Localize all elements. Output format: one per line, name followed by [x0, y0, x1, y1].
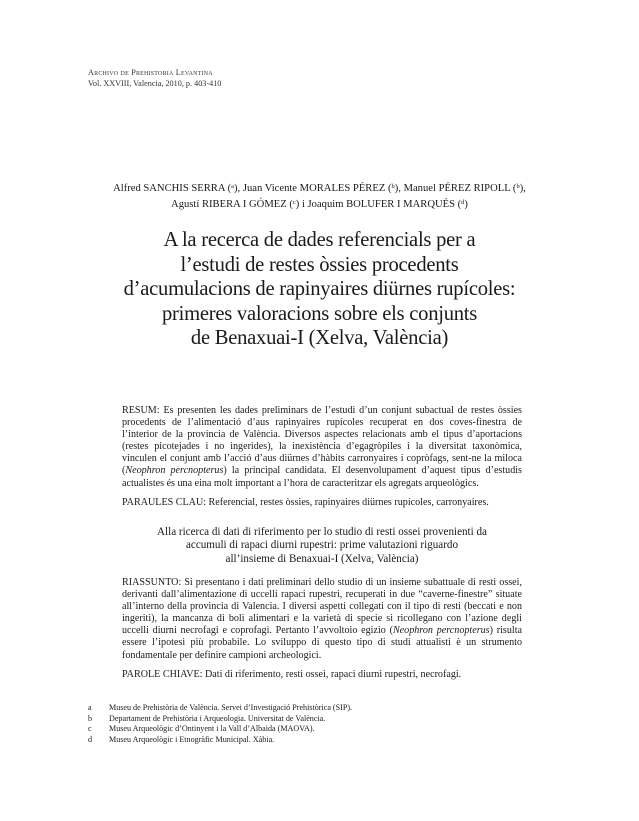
footnote [88, 724, 352, 735]
italian-title-line: Alla ricerca di dati di riferimento per lo studio di resti ossei provenienti da [157, 526, 487, 538]
author-line-2 [60, 196, 579, 212]
footnote [88, 714, 352, 725]
title-line: l’estudi de restes òssies procedents [180, 253, 459, 276]
italian-title [122, 526, 522, 566]
title-line: primeres valoracions sobre els conjunts [161, 302, 478, 325]
volume-info: Vol. XXVIII, Valencia, 2010, p. 403-410 [88, 78, 222, 88]
footnote [88, 735, 352, 746]
footnote-letter: d [88, 734, 93, 744]
abstract-italian [122, 577, 522, 681]
keywords-italian: PAROLE CHIAVE: Dati di riferimento, resti ossei, rapaci diurni rupestri, necrofagi. [122, 668, 462, 680]
author: Manuel PÉREZ RIPOLL ($^b$), [403, 183, 526, 194]
journal-name: Archivo de Prehistoria Levantina [88, 68, 213, 77]
italian-title-line: accumuli di rapaci diurni rupestri: prime valutazioni riguardo [185, 539, 458, 552]
species-name: Neophron percnopterus [392, 625, 490, 637]
author: Agustí RIBERA I GÓMEZ ($^c$) i [171, 199, 308, 211]
footnote-letter: b [88, 713, 93, 723]
affiliation-footnotes [88, 703, 352, 745]
riassunto-paragraph: RIASSUNTO: Si presentano i dati preliminari dello studio di un insieme subattuale di resti ossei, derivanti dall’alimentazione di uccelli rapaci rupestri, recuperati in due “caverne-finestre” situate all’interno della provincia di Valencia. I diversi aspetti collegati con il tipo di resti (beccati e non ingeriti), la mancanza di boli alimentari e la varietà di specie si ricollegano con l’azione degli uccelli diurni necrofagi e coprofagi. Pertanto l’avvoltoio egizio (Neophron percnopterus) risulta essere l’ipotesi più probabile. Lo sviluppo di questo tipo di studi attualisti è un strumento fondamentale per definire campioni archeologici. [122, 577, 522, 661]
author: Joaquim BOLUFER I MARQUÉS ($^d$) [307, 199, 468, 211]
article-title [60, 228, 579, 351]
footnote-letter: a [88, 703, 92, 712]
author: Juan Vicente MORALES PÉREZ ($^b$), [242, 183, 404, 194]
footnote-text: Departament de Prehistòria i Arqueologia. Universitat de València. [109, 713, 326, 723]
keywords-catalan: PARAULES CLAU: Referencial, restes òssies, rapinyaires diürnes rupícoles, carronyaires. [122, 496, 489, 508]
running-header [88, 68, 221, 89]
abstract-catalan [122, 405, 522, 509]
species-name: Neophron percnopterus [125, 465, 224, 477]
footnote [88, 703, 352, 714]
author: Alfred SANCHIS SERRA ($^a$), [113, 183, 243, 194]
title-line: d’acumulacions de rapinyaires diürnes rupícoles: [123, 278, 516, 301]
footnote-text: Museu de Prehistòria de València. Servei d’Investigació Prehistòrica (SIP). [109, 703, 353, 712]
footnote-text: Museu Arqueològic i Etnogràfic Municipal. Xàbia. [109, 734, 275, 744]
title-line: A la recerca de dades referencials per a [163, 229, 476, 251]
resum-paragraph: RESUM: Es presenten les dades preliminars de l’estudi d’un conjunt subactual de restes òssies procedents de l’alimentació d’aus rapinyaires rupícoles recuperat en dos coves-finestra de l’interior de la província de València. Diversos aspectes relacionats amb el tipus d’aportacions (restes picotejades i no ingerides), la inexistència d’egagròpiles i la diversitat taxonòmica, vinculen el conjunt amb l’acció d’aus diürnes d’hàbits carronyaires i copròfags, sent-ne la miloca (Neophron percnopterus) la principal candidata. El desenvolupament d’aquest tipus d’estudis actualistes és una eina molt important a l’hora de caracteritzar els agregats arqueològics. [122, 405, 522, 489]
author-line-1 [60, 180, 579, 196]
title-line: de Benaxuai-I (Xelva, València) [190, 327, 449, 350]
footnote-letter: c [88, 724, 92, 734]
footnote-text: Museu Arqueològic d’Ontinyent i la Vall d’Albaida (MAOVA). [109, 724, 315, 734]
author-list [60, 180, 579, 213]
italian-title-line: all’insieme di Benaxuai-I (Xelva, València) [225, 552, 419, 565]
